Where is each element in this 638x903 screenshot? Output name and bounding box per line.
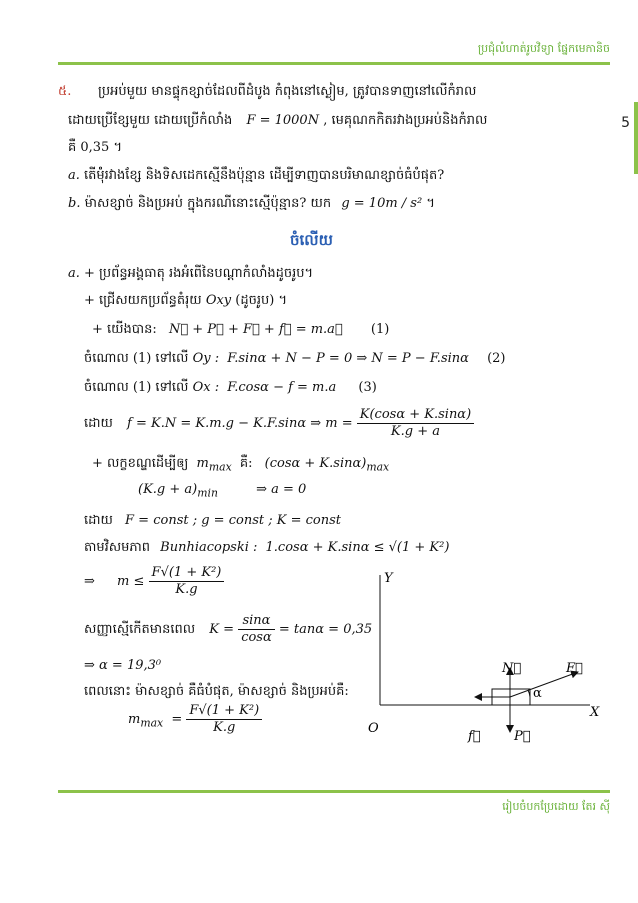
solution-step-4: [84, 351, 506, 367]
problem-line-2: [68, 113, 487, 129]
solution-title: ចំលើយ: [290, 231, 333, 249]
solution-step-2-c: (ដូចរូប) ។: [235, 293, 288, 308]
solution-step-7-a: + លក្ខខណ្ឌដើម្បីឲ្យ: [92, 456, 189, 471]
solution-step-7: [92, 456, 389, 476]
projection-oy-formula: F.sinα + N − P = 0 ⇒ N = P − F.sinα: [227, 351, 469, 366]
constants-formula: F = const ; g = const ; K = const: [125, 513, 341, 528]
m-symbol: m: [196, 456, 209, 471]
friction-formula: f = K.N = K.m.g − K.F.sinα ⇒ m =: [127, 416, 353, 431]
problem-number: ៥.: [58, 84, 72, 99]
question-b-label: b.: [68, 196, 81, 211]
solution-step-6: [84, 404, 474, 444]
angle-result: ⇒ α = 19,3⁰: [84, 658, 162, 673]
origin-label: O: [368, 721, 379, 736]
solution-step-3: [92, 322, 389, 338]
header-rule: [58, 62, 610, 65]
equation-tag-1: (1): [370, 322, 390, 337]
question-b-end: ។: [426, 196, 435, 211]
m-max-equals: =: [171, 712, 183, 727]
question-a-label: a.: [68, 168, 80, 183]
page-number-bar: [634, 102, 638, 174]
solution-step-4-a: ចំណោល (1) ទៅលើ: [84, 351, 189, 366]
implies-arrow-1: ⇒: [84, 574, 95, 589]
min-condition: (K.g + a): [138, 482, 198, 497]
equation-tag-3: (3): [358, 380, 377, 395]
solution-step-14: ពេលនោះ ម៉ាសខ្សាច់ គឺធំបំផុត, ម៉ាសខ្សាច់ និងប្រអប់គឺ:: [84, 684, 349, 699]
max-condition: (cosα + K.sinα): [264, 456, 367, 471]
force-formula: F = 1000N: [246, 113, 320, 128]
solution-step-2: [84, 293, 287, 309]
normal-label: N⃗: [502, 661, 522, 676]
force-label: F⃗: [566, 661, 583, 676]
solution-step-8: [138, 482, 306, 502]
solution-step-6-a: ដោយ: [84, 416, 113, 431]
gravity-formula: g = 10m / s²: [341, 196, 423, 211]
solution-step-9: [84, 513, 341, 529]
mass-fraction-denominator: K.g + a: [390, 424, 440, 439]
solution-step-1-text: + ប្រព័ន្ធអង្គធាតុ រងអំពើនៃបណ្តាកំលាំងដូចរូប។: [84, 266, 314, 281]
k-equals: K =: [209, 622, 235, 637]
solution-step-15: [128, 700, 262, 744]
header-title: ប្រជុំលំហាត់រូបវិទ្យា ផ្នែកមេកានិច: [477, 42, 610, 55]
m-max-denominator: K.g: [213, 720, 236, 735]
force-diagram: [350, 560, 610, 750]
bunhiacopski-inequality: 1.cosα + K.sinα ≤ √(1 + K²): [265, 540, 450, 555]
y-axis-label: Y: [384, 571, 393, 586]
bunhiacopski-name: Bunhiacopski :: [160, 540, 258, 555]
axis-ox: Ox :: [192, 380, 220, 395]
solution-step-11: [84, 562, 224, 602]
problem-line-3: គឺ 0,35 ។: [68, 140, 123, 155]
solution-step-7-c: គឺ:: [239, 456, 253, 471]
min-condition-subscript: min: [197, 486, 218, 500]
acceleration-result: ⇒ a = 0: [256, 482, 307, 497]
mass-bound-lhs: m ≤: [117, 574, 145, 589]
tan-value: = tanα = 0,35: [278, 622, 373, 637]
tan-denominator: cosα: [241, 630, 272, 645]
m-max-numerator: F√(1 + K²): [186, 703, 262, 720]
weight-label: P⃗: [514, 729, 531, 744]
mass-bound-denominator: K.g: [175, 582, 198, 597]
projection-ox-formula: F.cosα − f = m.a: [227, 380, 337, 395]
problem-line-1: ប្រអប់មួយ មានផ្ទុកខ្សាច់ដែលពីដំបូង កំពុងនៅស្ងៀម, ត្រូវបានទាញនៅលើកំរាល: [98, 84, 477, 99]
tan-numerator: sinα: [238, 613, 275, 630]
equation-tag-2: (2): [487, 351, 506, 366]
angle-label: α: [533, 686, 542, 701]
question-a-text: តើម៉ុំរវាងខ្សែ និងទិសដេកស្មើនឹងប៉ុន្មាន ដើម្បីទាញបានបរិមាណខ្សាច់ធំបំផុត?: [84, 168, 445, 183]
frame-name: Oxy: [205, 293, 232, 308]
solution-step-10: [84, 540, 449, 556]
x-axis-label: X: [590, 705, 600, 720]
solution-step-2-a: + ជ្រើសយកប្រព័ន្ធតំរុយ: [84, 293, 202, 308]
question-a: [68, 168, 444, 184]
footer-text: រៀបចំបកប្រែដោយ តែរ ស៊ី: [502, 800, 610, 813]
problem-line-2-b: , មេគុណកកិតរវាងប្រអប់និងកំរាល: [323, 113, 488, 128]
solution-step-5: [84, 380, 377, 396]
mass-bound-fraction: [149, 565, 225, 598]
solution-step-5-a: ចំណោល (1) ទៅលើ: [84, 380, 189, 395]
mass-bound-numerator: F√(1 + K²): [149, 565, 225, 582]
newton-equation: N⃗ + P⃗ + F⃗ + f⃗ = m.a⃗: [168, 322, 343, 337]
solution-step-3-a: + យើងបាន:: [92, 322, 157, 337]
solution-step-1: [68, 266, 313, 282]
solution-step-9-a: ដោយ: [84, 513, 113, 528]
footer-rule: [58, 790, 610, 793]
question-b-text: ម៉ាសខ្សាច់ និងប្រអប់ ក្នុងករណីនោះស្មើប៉ុន្មាន? យក: [84, 196, 332, 211]
page-number: 5: [621, 115, 630, 131]
friction-label: f⃗: [468, 729, 481, 744]
solution-a-label: a.: [68, 266, 80, 281]
mass-fraction: [357, 407, 474, 440]
solution-step-12: [84, 610, 372, 650]
tan-fraction: [238, 613, 275, 646]
solution-step-12-a: សញ្ញាស្មើកើតមានពេល: [84, 622, 196, 637]
m-max-sub: max: [140, 716, 164, 730]
question-b: [68, 196, 435, 212]
problem-line-2-a: ដោយប្រើខ្សែមួយ ដោយប្រើកំលាំង: [68, 113, 233, 128]
m-max-fraction: [186, 703, 262, 736]
mass-fraction-numerator: K(cosα + K.sinα): [357, 407, 474, 424]
axis-oy: Oy :: [192, 351, 220, 366]
solution-step-10-a: តាមវិសមភាព: [84, 540, 151, 555]
m-max-subscript: max: [208, 460, 232, 474]
m-max-symbol: m: [128, 712, 141, 727]
max-condition-subscript: max: [366, 460, 390, 474]
